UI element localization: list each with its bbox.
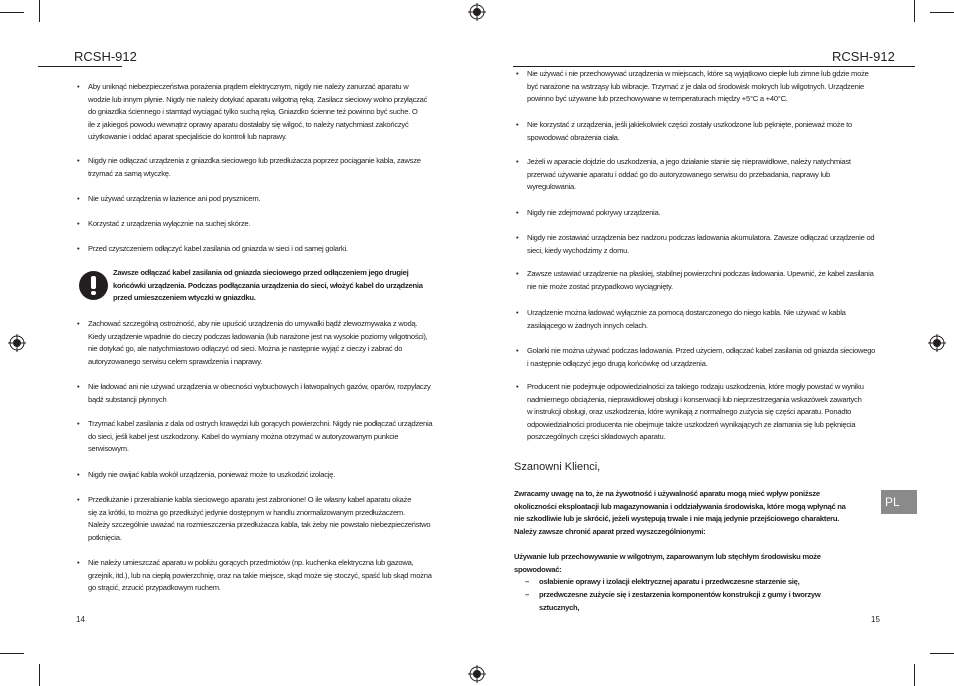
bullet-line: nie dotykać go, ale natychmiastowo odłączyć od sieci. Można je następnie wyjąć z cieczy i zabrać do (88, 344, 403, 354)
bullet-item (516, 156, 887, 194)
bullet-line: Nie należy umieszczać aparatu w pobliżu gorących przedmiotów (np. kuchenka elektryczna lub gazowa, (88, 558, 414, 567)
bullet-line: Aby uniknąć niebezpieczeństwa porażenia prądem elektrycznym, nigdy nie należy zanurzać aparatu w (88, 82, 409, 91)
bullet-icon: • (516, 120, 519, 129)
notice-line: spowodować: (514, 564, 562, 574)
bullet-line: do gniazdka ściennego i stamtąd wyciągać tylko suchą ręką. Gniazdko ścienne też powinno być suche. O (88, 107, 418, 117)
bullet-item (516, 207, 887, 220)
bullet-line: potknięcia. (88, 532, 122, 542)
bullet-line: bądź substancji płynnych (88, 394, 167, 404)
notice-paragraph (514, 488, 884, 538)
bullet-icon: • (77, 244, 80, 253)
bullet-item (516, 119, 887, 144)
bullet-icon: • (516, 233, 519, 242)
bullet-item (77, 469, 448, 482)
bullet-item (516, 307, 887, 332)
bullet-icon: • (77, 219, 80, 228)
crop-mark (39, 0, 40, 22)
bullet-line: spowodować obrażenia ciała. (527, 132, 620, 142)
page-header-model: RCSH-912 (74, 49, 137, 64)
crop-mark (914, 0, 915, 22)
warning-text (113, 267, 453, 305)
crop-mark (0, 653, 24, 654)
bullet-item (77, 243, 448, 256)
page-number: 15 (871, 615, 880, 624)
exclamation-icon (79, 271, 108, 300)
bullet-line: Nie używać i nie przechowywać urządzenia w miejscach, które są wyjątkowo ciepłe lub zimne lub gdzie może (527, 69, 869, 78)
bullet-item (516, 232, 887, 257)
bullet-line: Jeżeli w aparacie dojdzie do uszkodzenia, a jego działanie stanie się nieprawidłowe, należy natychmiast (527, 157, 851, 166)
bullet-line: Należy szczególnie uważać na rozmieszczenia przedłużacza kabla, tak żeby nie powstało niebezpieczeństwo (88, 520, 431, 530)
notice-line: Używanie lub przechowywanie w wilgotnym, zaparowanym lub stęchłym środowisku może (514, 552, 821, 561)
bullet-line: odpowiedzialności producenta nie obejmuje także uszkodzeń wynikających ze złamania się lub pęknięcia (527, 419, 856, 429)
bullet-icon: • (77, 419, 80, 428)
notice-line: Należy zawsze chronić aparat przed wyszczególnionymi: (514, 526, 706, 536)
bullet-icon: • (516, 208, 519, 217)
header-rule (38, 66, 122, 67)
bullet-line: Trzymać kabel zasilania z dala od ostrych krawędzi lub gorących powierzchni. Nigdy nie podłączać urządzenia (88, 419, 433, 428)
warning-line: końcówki urządzenia. Podczas podłączania urządzenia do sieci, włożyć kabel do urządzenia (113, 280, 423, 290)
bullet-icon: • (516, 269, 519, 278)
bullet-line: ile z jakiegoś powodu wewnątrz oprawy aparatu dostałaby się wilgoć, to należy natychmiast zakończyć (88, 119, 409, 129)
bullet-line: w instrukcji obsługi, oraz uszkodzenia, które wynikają z normalnego zużycia się części aparatu. Ponadto (527, 407, 852, 417)
bullet-line: autoryzowanego serwisu celem sprawdzenia i naprawy. (88, 356, 263, 366)
bullet-line: poszczególnych części składowych aparatu. (527, 432, 666, 442)
page-number: 14 (76, 615, 85, 624)
bullet-line: powinno być używane lub przechowywane w temperaturach między +5°C a +40°C. (527, 94, 788, 104)
registration-mark-icon (8, 334, 26, 352)
bullet-item (77, 318, 448, 368)
bullet-line: Nigdy nie odłączać urządzenia z gniazdka sieciowego lub przedłużacza poprzez pociąganie kabla, zawsze (88, 156, 421, 165)
bullet-icon: • (516, 308, 519, 317)
bullet-item (516, 68, 887, 106)
notice-line: nie szkodliwie lub je skrócić, jeżeli występują trwale i nie mają jedynie przejściowego charakteru. (514, 514, 840, 524)
bullet-line: wyregulowania. (527, 182, 576, 192)
bullet-line: użytkowanie i oddać aparat specjaliście do kontroli lub naprawy. (88, 132, 287, 142)
crop-mark (914, 664, 915, 686)
bullet-item (516, 268, 887, 293)
bullet-line: się za krótki, to można go przedłużyć jedynie dostępnym w handlu znormalizowanym przedłużaczem. (88, 507, 405, 517)
bullet-item (77, 193, 448, 206)
bullet-icon: • (77, 194, 80, 203)
bullet-line: Urządzenie można ładować wyłącznie za pomocą dostarczonego do niego kabla. Nie używać w kabla (527, 308, 846, 317)
bullet-line: Nigdy nie zostawiać urządzenia bez nadzoru podczas ładowania akumulatora. Zawsze odłączać urządzenie od (527, 233, 875, 242)
bullet-line: do sieci, jeśli kabel jest uszkodzony. Kabel do wymiany można otrzymać w autoryzowanym punkcie (88, 431, 399, 441)
dash-item: – przedwczesne zużycie się i zestarzenia komponentów konstrukcji z gumy i tworzyw sztucznych, (539, 589, 879, 614)
registration-mark-icon (928, 334, 946, 352)
bullet-line: Nigdy nie zdejmować pokrywy urządzenia. (527, 208, 661, 217)
bullet-item (77, 155, 448, 180)
bullet-line: go strącić, zrzucić przypadkowym ruchem. (88, 583, 221, 593)
notice-line: Zwracamy uwagę na to, że na żywotność i używalność aparatu mogą mieć wpływ poniższe (514, 489, 820, 498)
bullet-line: nie nie może zostać przypadkowo wyciągnięty. (527, 281, 673, 291)
dash-line: osłabienie oprawy i izolacji elektrycznej aparatu i przedwczesne starzenie się, (539, 577, 800, 586)
notice-line: okoliczności eksploatacji lub magazynowania i oddziaływania środowiska, które mogą wpłynąć na (514, 501, 846, 511)
bullet-icon: • (77, 470, 80, 479)
bullet-icon: • (516, 69, 519, 78)
bullet-item (516, 381, 887, 444)
bullet-icon: • (77, 382, 80, 391)
bullet-icon: • (77, 558, 80, 567)
bullet-line: Nie używać urządzenia w łazience ani pod prysznicem. (88, 194, 261, 203)
bullet-item (77, 381, 448, 406)
bullet-icon: • (516, 346, 519, 355)
bullet-line: Producent nie podejmuje odpowiedzialności za takiego rodzaju uszkodzenia, które mogły powstać w wyniku (527, 382, 864, 391)
bullet-line: Zawsze ustawiać urządzenie na płaskiej, stabilnej powierzchni podczas ładowania. Upewnić, że kabel zasilania (527, 269, 874, 278)
bullet-line: nadmiernego obciążenia, nieprawidłowej obsługi i konserwacji lub nieprzestrzegania wskazówek zawartych (527, 394, 862, 404)
bullet-item (77, 81, 448, 144)
greeting: Szanowni Klienci, (514, 461, 601, 473)
bullet-line: Nie korzystać z urządzenia, jeśli jakiekolwiek części zostały uszkodzone lub pęknięte, ponieważ może to (527, 120, 852, 129)
bullet-item (77, 494, 448, 544)
notice-paragraph-2 (514, 551, 884, 576)
bullet-line: serwisowym. (88, 444, 129, 454)
bullet-line: Golarki nie można używać podczas ładowania. Przed użyciem, odłączać kabel zasilania od gniazda sieciowego (527, 346, 876, 355)
header-rule (513, 66, 915, 67)
bullet-line: Przedłużanie i przerabianie kabla sieciowego aparatu jest zabronione! O ile własny kabel aparatu okaże (88, 495, 412, 504)
dash-line: przedwczesne zużycie się i zestarzenia komponentów konstrukcji z gumy i tworzyw (539, 590, 821, 599)
dash-line: sztucznych, (539, 602, 580, 612)
warning-line: Zawsze odłączać kabel zasilania od gniazda sieciowego przed odłączeniem jego drugiej (113, 268, 409, 277)
bullet-icon: • (77, 495, 80, 504)
crop-mark (930, 653, 954, 654)
bullet-line: grzejnik, itd.), lub na ciepłą powierzchnię, oraz na takie miejsce, skąd może się stoczyć, spaść lub skąd można (88, 570, 432, 580)
dash-item: – osłabienie oprawy i izolacji elektrycznej aparatu i przedwczesne starzenie się, (539, 576, 879, 589)
bullet-line: Nie ładować ani nie używać urządzenia w obecności wybuchowych i łatwopalnych gazów, oparów, rozpylaczy (88, 382, 431, 391)
bullet-item (516, 345, 887, 370)
bullet-line: trzymać za samą wtyczkę. (88, 168, 171, 178)
bullet-line: sieci, kiedy wychodzimy z domu. (527, 245, 629, 255)
bullet-line: zasilającego w żadnych innych celach. (527, 320, 648, 330)
bullet-item (77, 557, 448, 595)
bullet-line: Korzystać z urządzenia wyłącznie na suchej skórze. (88, 219, 251, 228)
bullet-line: i następnie odłączyć jego drugą końcówkę od urządzenia. (527, 358, 708, 368)
page-header-model: RCSH-912 (832, 49, 895, 64)
warning-line: przed umieszczeniem wtyczki w gniazdku. (113, 293, 256, 303)
bullet-line: Zachować szczególną ostrożność, aby nie upuścić urządzenia do umywalki bądź zlewozmywaka z wodą. (88, 319, 418, 328)
bullet-line: przerwać używanie aparatu i oddać go do autoryzowanego serwisu do przebadania, naprawy lub (527, 169, 830, 179)
crop-mark (0, 12, 24, 13)
bullet-icon: • (77, 319, 80, 328)
bullet-line: Kiedy urządzenie wpadnie do cieczy podczas ładowania (lub narażone jest na wysokie poziomy wilgotności), (88, 331, 428, 341)
bullet-line: wodzie lub innym płynie. Nigdy nie należy dotykać aparatu wilgotną ręką. Zasilacz sieciowy wolno przyłączać (88, 94, 428, 104)
registration-mark-icon (468, 665, 486, 683)
bullet-line: Przed czyszczeniem odłączyć kabel zasilania od gniazda w sieci i od samej golarki. (88, 244, 348, 253)
bullet-icon: • (77, 156, 80, 165)
bullet-icon: • (77, 82, 80, 91)
registration-mark-icon (468, 3, 486, 21)
bullet-icon: • (516, 157, 519, 166)
language-tab: PL (881, 490, 917, 514)
bullet-line: Nigdy nie owijać kabla wokół urządzenia, ponieważ może to uszkodzić izolację. (88, 470, 336, 479)
crop-mark (930, 12, 954, 13)
bullet-icon: • (516, 382, 519, 391)
bullet-item (77, 418, 448, 456)
crop-mark (39, 664, 40, 686)
bullet-item (77, 218, 448, 231)
bullet-line: być narażone na wstrząsy lub wibracje. Trzymać z je dala od środowisk mokrych lub wilgotnych. Urządzenie (527, 81, 864, 91)
